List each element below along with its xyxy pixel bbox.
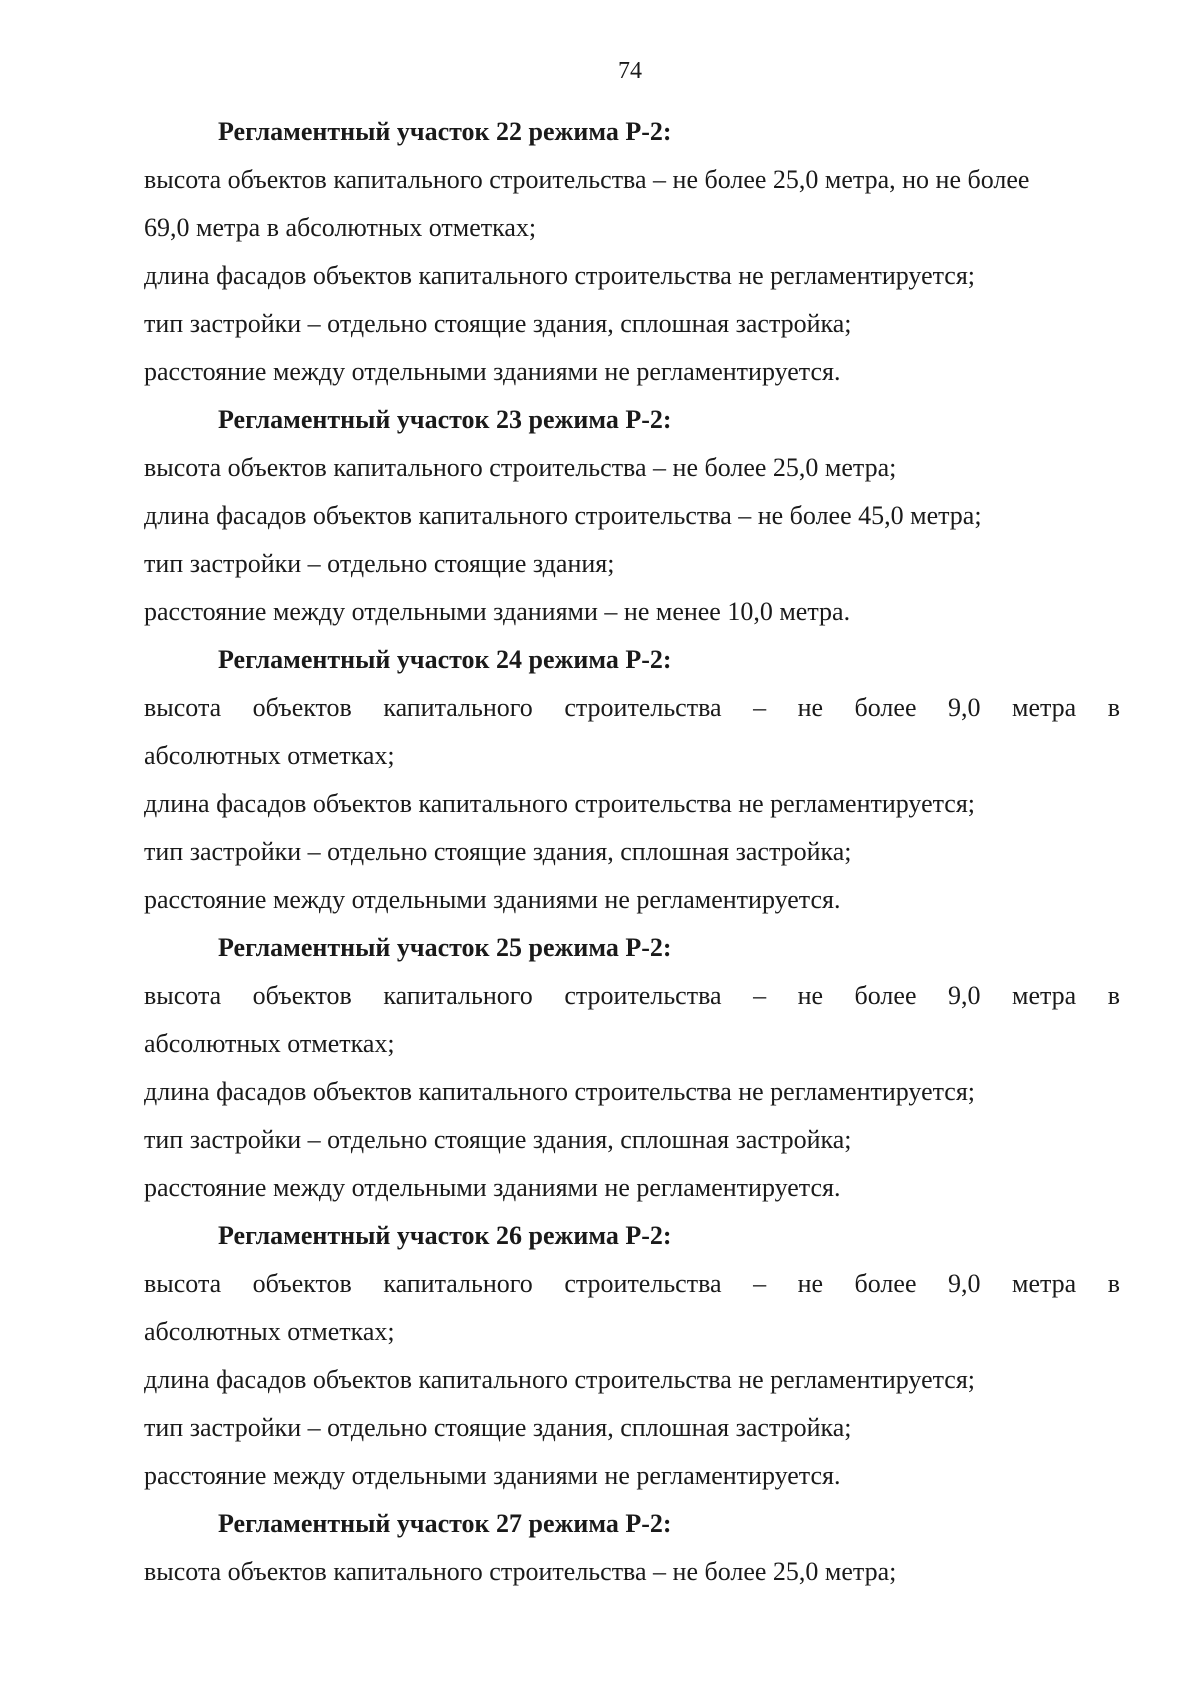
section-24 xyxy=(144,636,1120,924)
section-heading: Регламентный участок 26 режима Р-2: xyxy=(218,1221,672,1250)
section-22 xyxy=(144,108,1120,396)
section-heading: Регламентный участок 22 режима Р-2: xyxy=(218,117,672,146)
text-line: тип застройки – отдельно стоящие здания; xyxy=(144,549,615,578)
section-heading: Регламентный участок 25 режима Р-2: xyxy=(218,933,672,962)
text-line: 69,0 метра в абсолютных отметках; xyxy=(144,213,537,242)
text-line: высота объектов капитального строительства – не более 25,0 метра; xyxy=(144,1557,897,1586)
text-line: абсолютных отметках; xyxy=(144,1029,395,1058)
text-line: высота объектов капитального строительства – не более 9,0 метра в xyxy=(144,981,1120,1010)
text-line: тип застройки – отдельно стоящие здания, сплошная застройка; xyxy=(144,1125,852,1154)
text-line: длина фасадов объектов капитального строительства не регламентируется; xyxy=(144,789,976,818)
section-heading: Регламентный участок 24 режима Р-2: xyxy=(218,645,672,674)
section-25 xyxy=(144,924,1120,1212)
text-line: расстояние между отдельными зданиями – не менее 10,0 метра. xyxy=(144,597,851,626)
document-body xyxy=(144,108,1120,1596)
text-line: длина фасадов объектов капитального строительства не регламентируется; xyxy=(144,1365,976,1394)
text-line: высота объектов капитального строительства – не более 9,0 метра в xyxy=(144,1269,1120,1298)
page-number: 74 xyxy=(618,58,642,84)
text-line: высота объектов капитального строительства – не более 9,0 метра в xyxy=(144,693,1120,722)
text-line: расстояние между отдельными зданиями не регламентируется. xyxy=(144,885,841,914)
section-26 xyxy=(144,1212,1120,1500)
text-line: длина фасадов объектов капитального строительства не регламентируется; xyxy=(144,1077,976,1106)
text-line: высота объектов капитального строительства – не более 25,0 метра, но не более xyxy=(144,165,1030,194)
text-line: расстояние между отдельными зданиями не регламентируется. xyxy=(144,1173,841,1202)
text-line: тип застройки – отдельно стоящие здания, сплошная застройка; xyxy=(144,1413,852,1442)
section-heading: Регламентный участок 23 режима Р-2: xyxy=(218,405,672,434)
text-line: абсолютных отметках; xyxy=(144,1317,395,1346)
section-23 xyxy=(144,396,1120,636)
text-line: длина фасадов объектов капитального строительства – не более 45,0 метра; xyxy=(144,501,982,530)
text-line: расстояние между отдельными зданиями не регламентируется. xyxy=(144,357,841,386)
section-heading: Регламентный участок 27 режима Р-2: xyxy=(218,1509,672,1538)
text-line: тип застройки – отдельно стоящие здания, сплошная застройка; xyxy=(144,837,852,866)
text-line: тип застройки – отдельно стоящие здания, сплошная застройка; xyxy=(144,309,852,338)
text-line: расстояние между отдельными зданиями не регламентируется. xyxy=(144,1461,841,1490)
text-line: абсолютных отметках; xyxy=(144,741,395,770)
section-27 xyxy=(144,1500,1120,1596)
text-line: высота объектов капитального строительства – не более 25,0 метра; xyxy=(144,453,897,482)
text-line: длина фасадов объектов капитального строительства не регламентируется; xyxy=(144,261,976,290)
